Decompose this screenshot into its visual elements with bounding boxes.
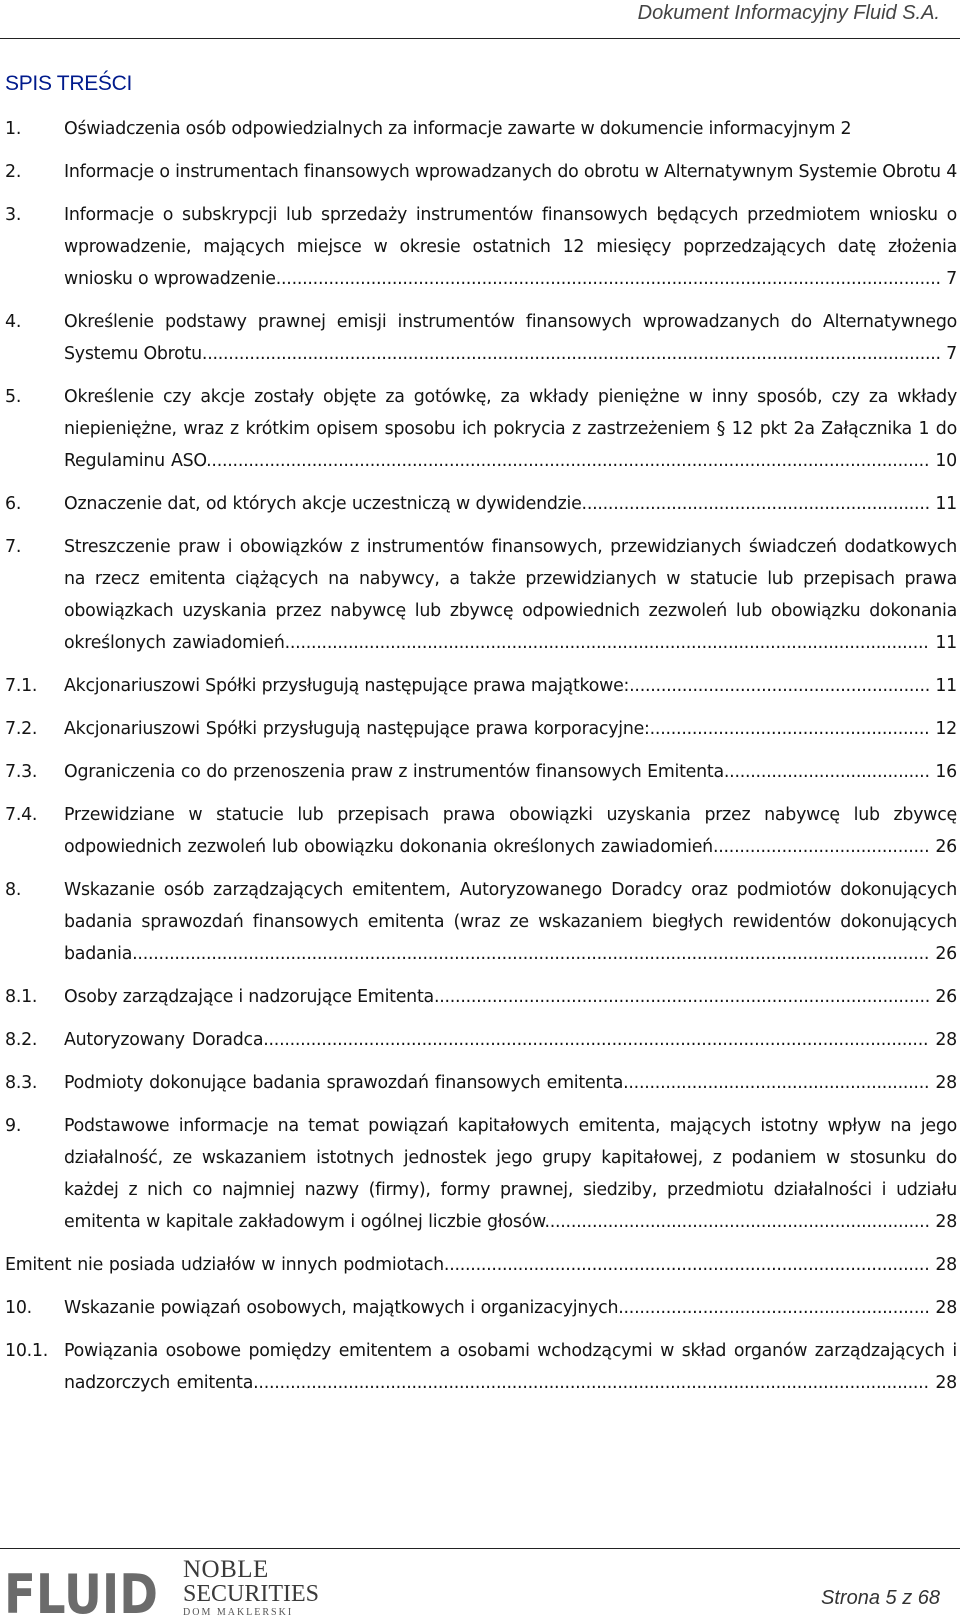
toc-entry[interactable] <box>5 488 957 520</box>
toc-entry-text: Informacje o subskrypcji lub sprzedaży instrumentów finansowych będących przedmiotem wniosku o wprowadzenie, mających miejsce w okresie ostatnich 12 miesięcy poprzedzających datę złożenia wniosku o wprowadzenie <box>64 205 957 289</box>
toc-entry-number: 3. <box>5 205 22 225</box>
toc-entry-body <box>64 670 957 702</box>
toc-entry-number: 6. <box>5 494 22 514</box>
toc-entry-text: Wskazanie osób zarządzających emitentem, Autoryzowanego Doradcy oraz podmiotów dokonujących badania sprawozdań finansowych emitenta (wraz ze wskazaniem biegłych rewidentów dokonujących badania <box>64 880 957 964</box>
toc-leader-dots: ........................................................... <box>618 1298 936 1318</box>
toc-page-number: 12 <box>935 719 957 739</box>
toc-leader-dots: ............................................................................................................................................ <box>201 344 947 364</box>
toc-entry-text: Oświadczenia osób odpowiedzialnych za informacje zawarte w dokumencie informacyjnym <box>64 119 836 139</box>
fluid-logo-text: FLUID <box>4 1563 158 1622</box>
toc-page-number: 11 <box>935 633 957 653</box>
toc-entry-text: Określenie czy akcje zostały objęte za gotówkę, za wkłady pieniężne w inny sposób, czy za wkłady niepieniężne, wraz z krótkim opisem sposobu ich pokrycia z zastrzeżeniem § 12 pkt 2a Załącznika 1 do Regulaminu ASO <box>64 387 957 471</box>
toc-leader-dots: ..................................................... <box>649 719 936 739</box>
toc-entry[interactable] <box>5 531 957 659</box>
toc-entry-text: Ograniczenia co do przenoszenia praw z instrumentów finansowych Emitenta <box>64 762 724 782</box>
toc-entry[interactable] <box>5 199 957 295</box>
toc-entry-text: Podstawowe informacje na temat powiązań kapitałowych emitenta, mających istotny wpływ na jego działalność, ze wskazaniem istotnych jednostek jego grupy kapitałowej, z podaniem w stosunku do każdej z nich co najmniej nazwy (firmy), formy prawnej, siedziby, przedmiotu działalności i udziału emitenta w kapitale zakładowym i ogólnej liczbie głosów <box>64 1116 957 1232</box>
toc-entry-number: 8.2. <box>5 1030 38 1050</box>
toc-entry[interactable] <box>5 1292 957 1324</box>
toc-entry-text: Akcjonariuszowi Spółki przysługują następujące prawa korporacyjne: <box>64 719 650 739</box>
toc-entry[interactable] <box>5 1067 957 1099</box>
footer-divider <box>0 1548 960 1549</box>
toc-page-number: 2 <box>840 119 852 139</box>
toc-page-number: 10 <box>935 451 957 471</box>
toc-entry-body <box>64 799 957 863</box>
toc-entry-body <box>5 1249 957 1281</box>
toc-leader-dots: ........................................................................................... <box>449 1255 936 1275</box>
toc-entry-number: 9. <box>5 1116 22 1136</box>
toc-entry[interactable] <box>5 1110 957 1238</box>
toc-page-number: 28 <box>935 1298 958 1318</box>
toc-page-number: 11 <box>935 676 957 696</box>
toc-entry-number: 5. <box>5 387 22 407</box>
toc-entry[interactable] <box>5 381 957 477</box>
toc-entry-text: Autoryzowany Doradca <box>64 1030 264 1050</box>
toc-entry-body <box>64 1335 957 1399</box>
securities-logo-text: SECURITIES <box>183 1581 320 1607</box>
toc-page-number: 7 <box>946 344 957 364</box>
toc-entry-number: 7.2. <box>5 719 38 739</box>
toc-entry[interactable] <box>5 799 957 863</box>
toc-entry[interactable] <box>5 113 957 145</box>
toc-entry-body <box>64 381 957 477</box>
toc-entry-number: 8.1. <box>5 987 38 1007</box>
toc-entry-number: 7.3. <box>5 762 38 782</box>
toc-page-number: 28 <box>935 1373 957 1393</box>
toc-leader-dots: .............................................................................................................................. <box>263 1030 936 1050</box>
toc-leader-dots: ......................................... <box>712 837 936 857</box>
toc-entry-body <box>64 488 957 520</box>
document-title: Dokument Informacyjny Fluid S.A. <box>637 2 940 24</box>
toc-entry-body <box>64 713 957 745</box>
toc-entry-text: Osoby zarządzające i nadzorujące Emitenta <box>64 987 434 1007</box>
toc-entry-number: 1. <box>5 119 22 139</box>
toc-leader-dots: ................................................................................................................................ <box>253 1373 936 1393</box>
toc-entry-number: 4. <box>5 312 22 332</box>
toc-entry-text: Określenie podstawy prawnej emisji instrumentów finansowych wprowadzanych do Alternatywnego Systemu Obrotu <box>64 312 957 364</box>
toc-leader-dots: .................................................................. <box>581 494 936 514</box>
toc-entry-text: Streszczenie praw i obowiązków z instrumentów finansowych, przewidzianych świadczeń dodatkowych na rzecz emitenta ciążących na nabywcy, a także przewidzianych w statucie lub przepisach prawa obowiązkach uzyskania przez nabywcę lub zbywcę odpowiednich zezwoleń lub obowiązku dokonania określonych zawiadomień <box>64 537 957 653</box>
toc-entry[interactable] <box>5 306 957 370</box>
toc-entry[interactable] <box>5 756 957 788</box>
toc-page-number: 28 <box>935 1255 957 1275</box>
toc-leader-dots: ......................................................... <box>629 676 936 696</box>
toc-page-number: 28 <box>935 1212 958 1232</box>
toc-entry-body <box>64 1024 957 1056</box>
toc-entry-text: Podmioty dokonujące badania sprawozdań finansowych emitenta <box>64 1073 624 1093</box>
toc-entry-number: 7. <box>5 537 22 557</box>
toc-leader-dots: .............................................................................................................................. <box>275 269 947 289</box>
toc-entry[interactable] <box>5 1249 957 1281</box>
toc-entry[interactable] <box>5 156 957 188</box>
toc-leader-dots: .......................................................... <box>623 1073 936 1093</box>
fluid-logo <box>4 1563 160 1622</box>
toc-entry-body <box>64 531 957 659</box>
toc-entry-text: Powiązania osobowe pomiędzy emitentem a osobami wchodzącymi w skład organów zarządzających i nadzorczych emitenta <box>64 1341 957 1393</box>
toc-entry-body <box>64 156 957 188</box>
toc-entry[interactable] <box>5 981 957 1013</box>
toc-entry-number: 8. <box>5 880 22 900</box>
toc-leader-dots: ....................................................................................................................................................... <box>132 944 936 964</box>
toc-entry-text: Przewidziane w statucie lub przepisach prawa obowiązki uzyskania przez nabywcę lub zbywcę odpowiednich zezwoleń lub obowiązku dokonania określonych zawiadomień <box>64 805 957 857</box>
toc-entry-body <box>64 1292 957 1324</box>
toc-entry[interactable] <box>5 713 957 745</box>
toc-entry-body <box>64 874 957 970</box>
toc-entry-number: 2. <box>5 162 22 182</box>
toc-leader-dots: ......................................................................... <box>544 1212 936 1232</box>
toc-entry-text: Emitent nie posiada udziałów w innych podmiotach. <box>5 1255 450 1275</box>
toc-entry[interactable] <box>5 1335 957 1399</box>
toc-entry-number: 10.1. <box>5 1341 48 1361</box>
toc-leader-dots: ......................................................................................................................................... <box>206 451 936 471</box>
toc-entry-body <box>64 113 957 145</box>
toc-page-number: 7 <box>946 269 957 289</box>
toc-page-number: 28 <box>935 1030 957 1050</box>
toc-page-number: 4 <box>946 162 958 182</box>
toc-entry-text: Wskazanie powiązań osobowych, majątkowych i organizacyjnych <box>64 1298 619 1318</box>
toc-entry-body <box>64 1067 957 1099</box>
toc-leader-dots: .............................................................................................. <box>433 987 936 1007</box>
toc-entry-number: 8.3. <box>5 1073 38 1093</box>
toc-leader-dots: .......................................................................................................................... <box>284 633 936 653</box>
toc-page-number: 28 <box>935 1073 957 1093</box>
toc-page-number: 16 <box>935 762 957 782</box>
toc-entry[interactable] <box>5 1024 957 1056</box>
toc-entry-body <box>64 199 957 295</box>
toc-entry[interactable] <box>5 670 957 702</box>
toc-leader-dots: ....................................... <box>723 762 936 782</box>
toc-entry-number: 7.1. <box>5 676 38 696</box>
toc-entry-body <box>64 1110 957 1238</box>
toc-entry-text: Oznaczenie dat, od których akcje uczestniczą w dywidendzie <box>64 494 582 514</box>
toc-heading: SPIS TREŚCI <box>5 72 133 95</box>
page-number: Strona 5 z 68 <box>821 1587 940 1609</box>
toc-entry-number: 10. <box>5 1298 32 1318</box>
noble-logo-text: NOBLE <box>183 1556 269 1583</box>
toc-page-number: 26 <box>935 837 957 857</box>
header-divider <box>0 38 960 39</box>
toc-entry[interactable] <box>5 874 957 970</box>
toc-page-number: 26 <box>935 987 957 1007</box>
noble-securities-logo <box>183 1557 343 1621</box>
toc-page-number: 11 <box>935 494 957 514</box>
toc-entry-text: Akcjonariuszowi Spółki przysługują następujące prawa majątkowe: <box>64 676 630 696</box>
dom-maklerski-text: DOM MAKLERSKI <box>183 1607 294 1618</box>
toc-entry-body <box>64 306 957 370</box>
toc-entry-body <box>64 756 957 788</box>
table-of-contents <box>5 113 957 1410</box>
toc-entry-body <box>64 981 957 1013</box>
toc-entry-number: 7.4. <box>5 805 38 825</box>
toc-entry-text: Informacje o instrumentach finansowych wprowadzanych do obrotu w Alternatywnym Systemie Obrotu <box>64 162 941 182</box>
toc-page-number: 26 <box>935 944 957 964</box>
